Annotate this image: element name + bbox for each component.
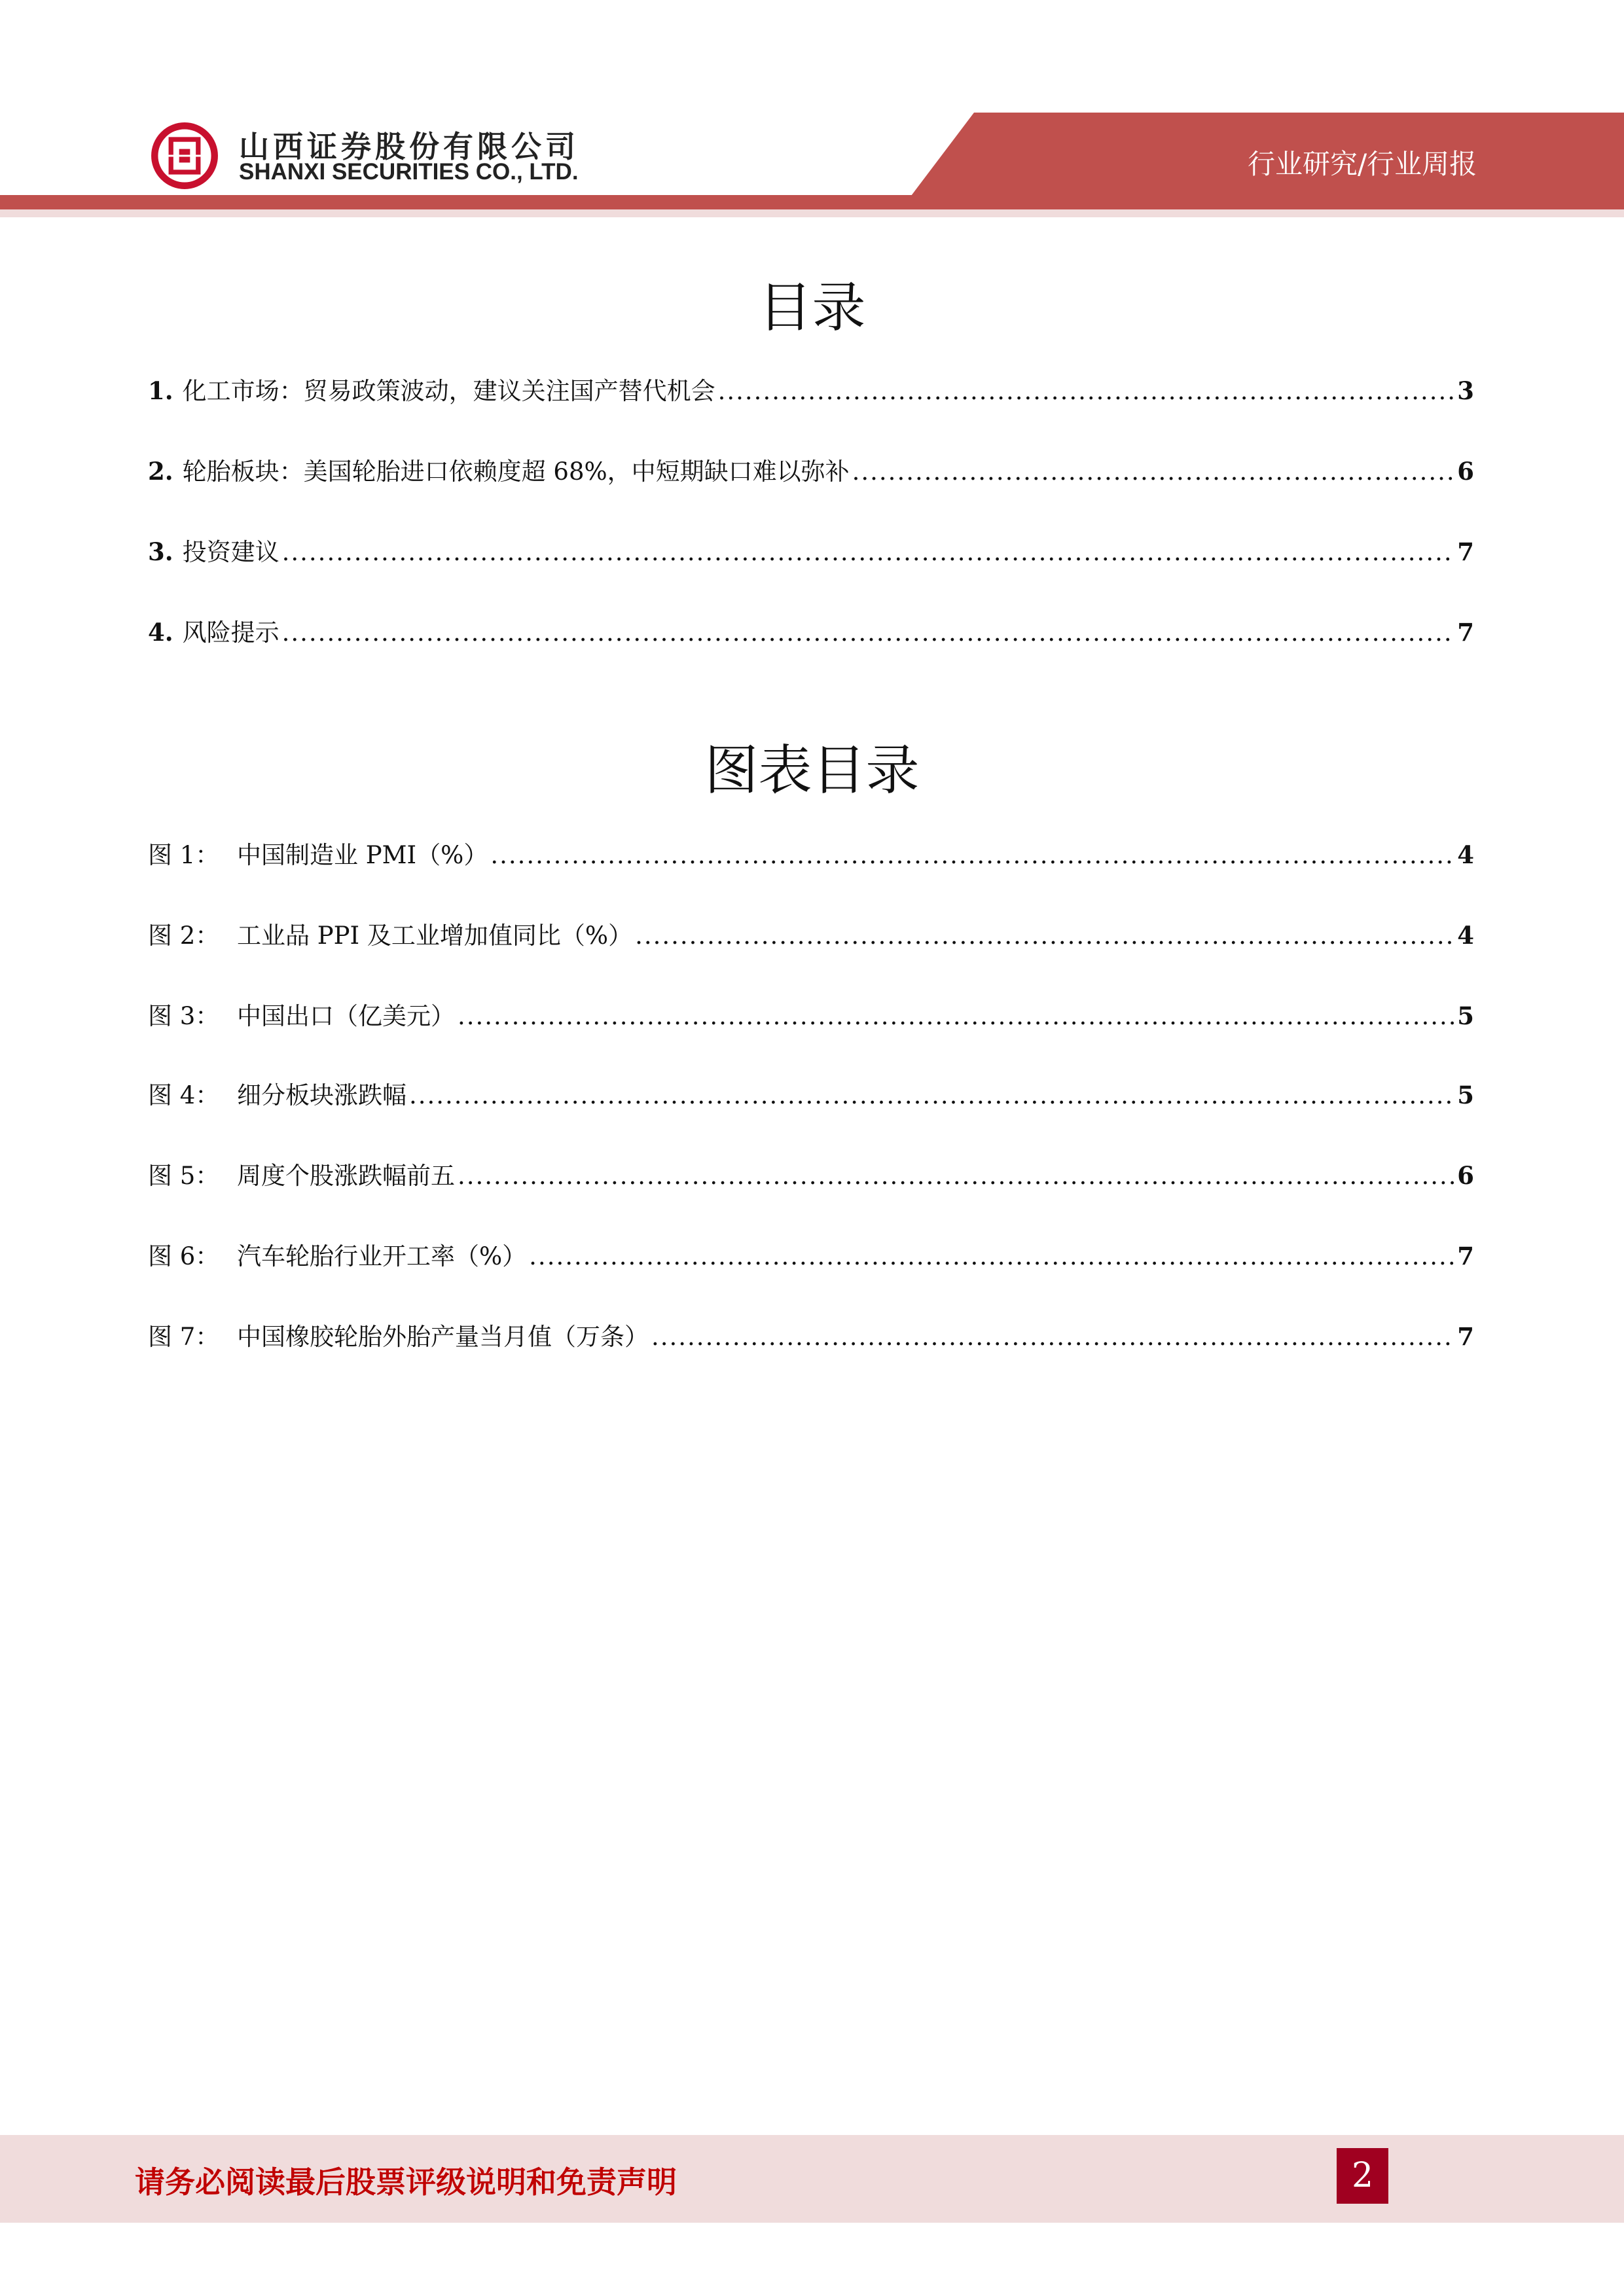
toc-entry-number: 4. <box>148 618 173 647</box>
leader-dots <box>852 456 1455 488</box>
figure-entry[interactable] <box>148 1240 1474 1272</box>
leader-dots <box>282 617 1455 649</box>
toc-entry[interactable] <box>148 617 1474 649</box>
toc-entry[interactable] <box>148 375 1474 407</box>
page-number: 2 <box>1337 2148 1388 2204</box>
leader-dots <box>635 920 1454 952</box>
figure-entry-label: 图 6： <box>148 1242 220 1270</box>
toc-entry-text: 化工市场：贸易政策波动，建议关注国产替代机会 <box>182 377 715 405</box>
figure-entry-page: 5 <box>1457 1001 1474 1030</box>
toc-entry-text: 风险提示 <box>182 619 280 647</box>
toc-entry-page: 7 <box>1457 537 1474 566</box>
toc-entry-page: 7 <box>1457 618 1474 647</box>
leader-dots <box>282 537 1455 568</box>
leader-dots <box>651 1321 1454 1353</box>
header-rule <box>0 195 1624 209</box>
toc-title: 目录 <box>758 277 866 339</box>
figure-entry-label: 图 7： <box>148 1323 220 1351</box>
toc-entry[interactable] <box>148 456 1474 488</box>
figure-entry-page: 4 <box>1457 921 1474 950</box>
leader-dots <box>529 1241 1454 1272</box>
header-rule-light <box>0 209 1624 217</box>
figure-entry-label: 图 3： <box>148 1002 220 1030</box>
figure-entry-text: 周度个股涨跌幅前五 <box>237 1162 455 1190</box>
figure-entry-label: 图 1： <box>148 841 220 869</box>
toc-entry[interactable] <box>148 536 1474 568</box>
figure-entry-text: 中国制造业 PMI（%） <box>237 841 488 869</box>
company-logo-icon <box>151 122 219 190</box>
leader-dots <box>490 840 1454 871</box>
company-name-en: SHANXI SECURITIES CO., LTD. <box>239 159 579 185</box>
figure-entry-label: 图 2： <box>148 922 220 950</box>
company-name-cn: 山西证券股份有限公司 <box>239 129 579 164</box>
disclaimer-link[interactable]: 请务必阅读最后股票评级说明和免责声明 <box>135 2164 677 2200</box>
figure-entry[interactable] <box>148 920 1474 952</box>
figure-entry-label: 图 5： <box>148 1162 220 1190</box>
toc-entry-text: 投资建议 <box>182 538 280 566</box>
figure-entry-page: 7 <box>1457 1322 1474 1351</box>
figure-entry-page: 4 <box>1457 840 1474 869</box>
figure-entry-page: 7 <box>1457 1242 1474 1270</box>
figure-entry[interactable] <box>148 1321 1474 1353</box>
leader-dots <box>409 1080 1454 1111</box>
toc-entry-page: 6 <box>1457 457 1474 486</box>
toc-entry-text: 轮胎板块：美国轮胎进口依赖度超 68%，中短期缺口难以弥补 <box>182 457 850 486</box>
figure-entry[interactable] <box>148 1000 1474 1032</box>
leader-dots <box>458 1160 1454 1192</box>
toc-entry-number: 2. <box>148 457 173 486</box>
toc-entry-page: 3 <box>1457 376 1474 405</box>
leader-dots <box>718 376 1455 407</box>
figure-entry-text: 中国出口（亿美元） <box>237 1002 455 1030</box>
figure-entry-page: 6 <box>1457 1161 1474 1190</box>
figure-entry-text: 工业品 PPI 及工业增加值同比（%） <box>237 922 633 950</box>
figure-entry-page: 5 <box>1457 1081 1474 1109</box>
figure-entry[interactable] <box>148 1079 1474 1111</box>
toc-entry-number: 1. <box>148 376 173 405</box>
figure-entry[interactable] <box>148 1160 1474 1192</box>
figure-entry[interactable] <box>148 839 1474 871</box>
figure-entry-text: 中国橡胶轮胎外胎产量当月值（万条） <box>237 1323 649 1351</box>
toc-entry-number: 3. <box>148 537 173 566</box>
figures-title: 图表目录 <box>704 740 920 802</box>
figure-entry-label: 图 4： <box>148 1081 220 1109</box>
figure-entry-text: 汽车轮胎行业开工率（%） <box>237 1242 527 1270</box>
report-category: 行业研究/行业周报 <box>1248 148 1477 180</box>
leader-dots <box>458 1001 1454 1032</box>
figure-entry-text: 细分板块涨跌幅 <box>237 1081 406 1109</box>
